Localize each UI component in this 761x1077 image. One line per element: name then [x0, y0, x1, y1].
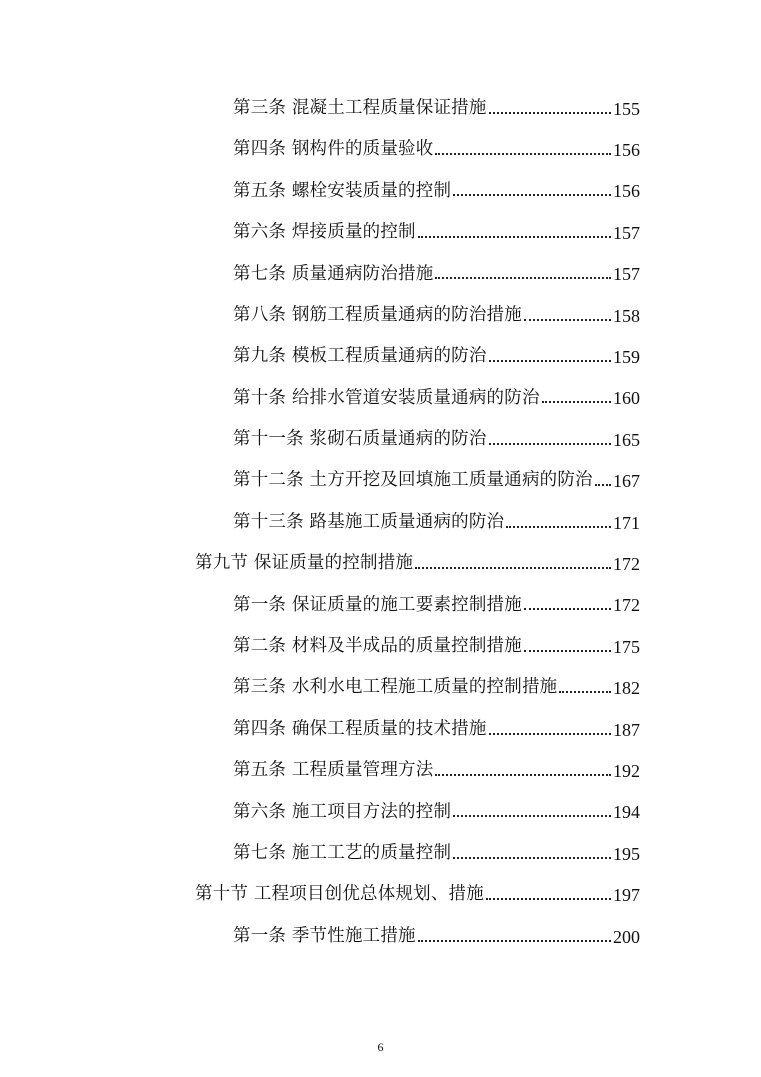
- toc-article-entry[interactable]: [0, 378, 640, 419]
- toc-article-entry[interactable]: [0, 916, 640, 957]
- toc-entry-page-number: 160: [613, 388, 640, 409]
- toc-entry-page-number: 171: [613, 512, 640, 533]
- toc-dot-leader: [489, 100, 611, 114]
- toc-dot-leader: [453, 845, 611, 859]
- toc-entry-page-number: 155: [613, 98, 640, 119]
- toc-entry-title: 第六条 施工项目方法的控制: [233, 801, 452, 822]
- toc-entry-title: 第四条 钢构件的质量验收: [233, 139, 434, 160]
- toc-article-entry[interactable]: [0, 254, 640, 295]
- toc-article-entry[interactable]: [0, 88, 640, 129]
- toc-article-entry[interactable]: [0, 792, 640, 833]
- toc-article-entry[interactable]: [0, 171, 640, 212]
- toc-article-entry[interactable]: [0, 667, 640, 708]
- toc-dot-leader: [506, 514, 611, 528]
- toc-entry-title: 第一条 季节性施工措施: [233, 925, 416, 946]
- toc-entry-title: 第十三条 路基施工质量通病的防治: [233, 511, 505, 532]
- toc-dot-leader: [418, 224, 611, 238]
- toc-dot-leader: [524, 638, 611, 652]
- toc-entry-page-number: 197: [613, 885, 640, 906]
- toc-entry-page-number: 165: [613, 429, 640, 450]
- toc-entry-title: 第十一条 浆砌石质量通病的防治: [233, 429, 487, 450]
- toc-article-entry[interactable]: [0, 419, 640, 460]
- toc-dot-leader: [453, 803, 611, 817]
- toc-entry-title: 第一条 保证质量的施工要素控制措施: [233, 594, 522, 615]
- toc-entry-page-number: 192: [613, 760, 640, 781]
- toc-section-entry[interactable]: [0, 874, 640, 915]
- toc-entry-title: 第六条 焊接质量的控制: [233, 222, 416, 243]
- toc-entry-page-number: 187: [613, 719, 640, 740]
- toc-entry-title: 第十二条 土方开挖及回填施工质量通病的防治: [233, 470, 593, 491]
- toc-entry-title: 第四条 确保工程质量的技术措施: [233, 718, 487, 739]
- toc-entry-page-number: 175: [613, 636, 640, 657]
- toc-dot-leader: [415, 555, 611, 569]
- toc-entry-title: 第七条 质量通病防治措施: [233, 263, 434, 284]
- toc-entry-title: 第三条 水利水电工程施工质量的控制措施: [233, 677, 558, 698]
- table-of-contents: [0, 88, 761, 957]
- toc-entry-title: 第八条 钢筋工程质量通病的防治措施: [233, 304, 522, 325]
- toc-dot-leader: [435, 762, 611, 776]
- toc-article-entry[interactable]: [0, 709, 640, 750]
- toc-entry-title: 第十节 工程项目创优总体规划、措施: [195, 884, 484, 905]
- toc-article-entry[interactable]: [0, 461, 640, 502]
- toc-entry-title: 第十条 给排水管道安装质量通病的防治: [233, 387, 540, 408]
- toc-dot-leader: [595, 472, 611, 486]
- page-number: 6: [377, 1040, 384, 1054]
- toc-entry-page-number: 157: [613, 264, 640, 285]
- toc-entry-title: 第三条 混凝土工程质量保证措施: [233, 97, 487, 118]
- toc-entry-page-number: 159: [613, 347, 640, 368]
- toc-dot-leader: [435, 265, 611, 279]
- toc-dot-leader: [524, 307, 611, 321]
- toc-article-entry[interactable]: [0, 502, 640, 543]
- toc-entry-page-number: 182: [613, 678, 640, 699]
- toc-dot-leader: [524, 596, 611, 610]
- toc-dot-leader: [453, 182, 611, 196]
- toc-article-entry[interactable]: [0, 626, 640, 667]
- toc-entry-page-number: 156: [613, 140, 640, 161]
- toc-section-entry[interactable]: [0, 543, 640, 584]
- toc-entry-page-number: 200: [613, 926, 640, 947]
- toc-entry-page-number: 158: [613, 305, 640, 326]
- toc-dot-leader: [418, 928, 611, 942]
- toc-entry-title: 第七条 施工工艺的质量控制: [233, 842, 452, 863]
- toc-entry-title: 第五条 螺栓安装质量的控制: [233, 180, 452, 201]
- toc-entry-page-number: 157: [613, 222, 640, 243]
- toc-dot-leader: [489, 348, 611, 362]
- toc-dot-leader: [489, 431, 611, 445]
- toc-dot-leader: [486, 886, 611, 900]
- toc-entry-page-number: 172: [613, 553, 640, 574]
- toc-entry-title: 第五条 工程质量管理方法: [233, 760, 434, 781]
- toc-entry-page-number: 167: [613, 471, 640, 492]
- toc-article-entry[interactable]: [0, 750, 640, 791]
- toc-article-entry[interactable]: [0, 336, 640, 377]
- toc-article-entry[interactable]: [0, 129, 640, 170]
- toc-dot-leader: [435, 141, 611, 155]
- toc-entry-page-number: 194: [613, 802, 640, 823]
- toc-entry-page-number: 172: [613, 595, 640, 616]
- toc-article-entry[interactable]: [0, 295, 640, 336]
- toc-entry-page-number: 156: [613, 181, 640, 202]
- toc-article-entry[interactable]: [0, 212, 640, 253]
- toc-dot-leader: [559, 679, 611, 693]
- toc-entry-title: 第二条 材料及半成品的质量控制措施: [233, 636, 522, 657]
- toc-article-entry[interactable]: [0, 833, 640, 874]
- toc-entry-title: 第九节 保证质量的控制措施: [195, 553, 414, 574]
- toc-article-entry[interactable]: [0, 585, 640, 626]
- toc-entry-page-number: 195: [613, 843, 640, 864]
- toc-entry-title: 第九条 模板工程质量通病的防治: [233, 346, 487, 367]
- toc-dot-leader: [489, 721, 611, 735]
- toc-dot-leader: [542, 389, 611, 403]
